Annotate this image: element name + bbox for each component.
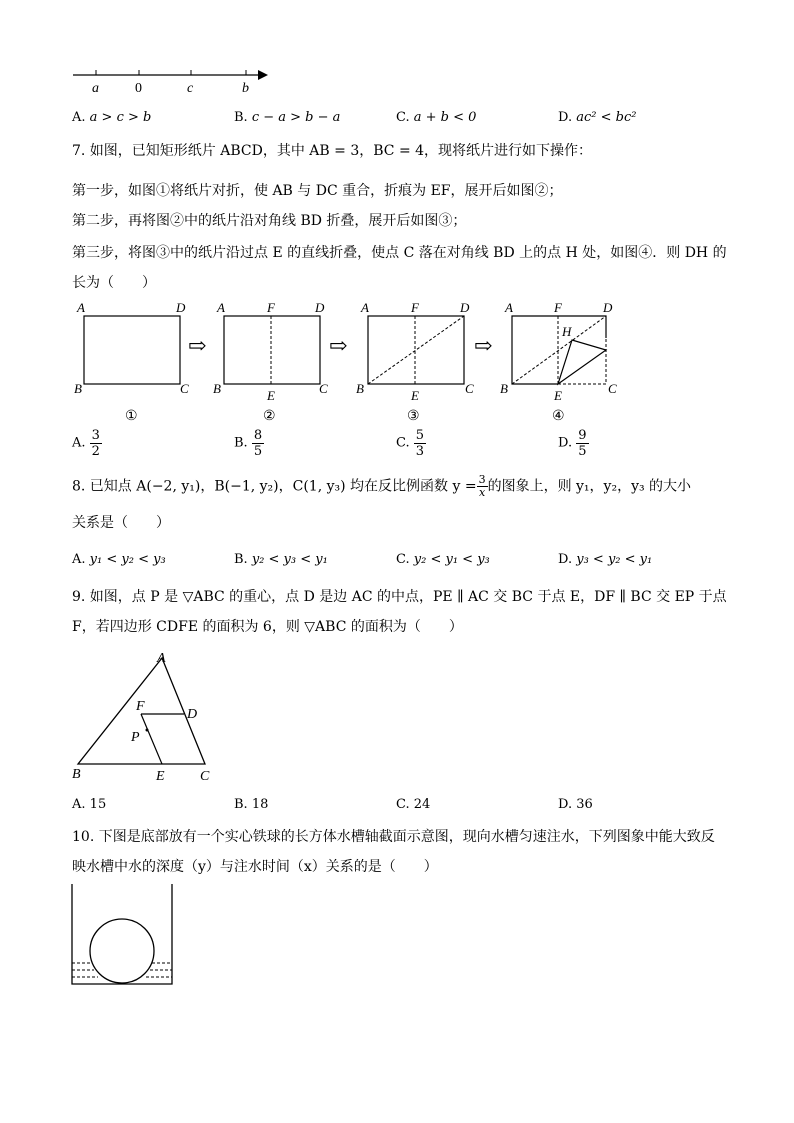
q6-option-b[interactable]: B. c − a > b − a (234, 110, 341, 125)
figure-number-1: ① (125, 409, 138, 424)
label-c: C (200, 769, 210, 784)
q8-option-d[interactable]: D. y₃ < y₂ < y₁ (558, 552, 653, 567)
fraction-3-over-x: $\frac{3}{x}$ (478, 473, 486, 499)
fraction: $\frac{8}{5}$ (253, 428, 263, 459)
q10-stem: 10. 下图是底部放有一个实心铁球的长方体水槽轴截面示意图，现向水槽匀速注水，下列图象中能大致反 (72, 829, 715, 845)
q6-option-a[interactable]: A. a > c > b (72, 110, 152, 125)
label-e: E (267, 388, 275, 403)
label-c: C (608, 381, 617, 396)
label-b: B (500, 381, 508, 396)
q10-water-tank-figure (68, 882, 180, 990)
number-line-label-c: c (187, 81, 194, 96)
label-f: F (267, 300, 275, 315)
label-a: A (157, 651, 166, 666)
label-f: F (136, 699, 145, 714)
q7-stem: 7. 如图，已知矩形纸片 ABCD，其中 AB = 3，BC = 4，现将纸片进行如下操作： (72, 143, 593, 159)
figure-number-2: ② (263, 409, 276, 424)
figure-number-4: ④ (552, 409, 565, 424)
q7-figure-1 (74, 300, 189, 424)
label-e: E (411, 388, 419, 403)
label-d: D (603, 300, 613, 315)
q7-figure-2 (213, 300, 328, 424)
label-d: D (315, 300, 325, 315)
arrow-3-icon: ⇨ (474, 333, 493, 358)
label-b: B (74, 381, 82, 396)
number-line-label-a: a (92, 81, 99, 96)
label-b: B (356, 381, 364, 396)
q8-option-b[interactable]: B. y₂ < y₃ < y₁ (234, 552, 328, 567)
segment-fe (141, 714, 162, 764)
label-a: A (505, 300, 513, 315)
diagonal-bd (512, 316, 606, 384)
label-e: E (156, 769, 165, 784)
label-h: H (562, 324, 572, 339)
label-f: F (411, 300, 419, 315)
label-b: B (213, 381, 221, 396)
label-c: C (180, 381, 189, 396)
q8-option-c[interactable]: C. y₂ < y₁ < y₃ (396, 552, 490, 567)
label-a: A (217, 300, 225, 315)
rectangle-abcd (224, 316, 320, 384)
q7-step3: 第三步，将图③中的纸片沿过点 E 的直线折叠，使点 C 落在对角线 BD 上的点 H 处，如图④．则 DH 的 (72, 245, 727, 261)
iron-ball (90, 919, 154, 983)
fraction: $\frac{5}{3}$ (415, 428, 425, 459)
label-d: D (176, 300, 186, 315)
label-e: E (554, 388, 562, 403)
q6-option-c[interactable]: C. a + b < 0 (396, 110, 477, 125)
q7-figure-3 (356, 300, 474, 424)
q9-stem-cont: F，若四边形 CDFE 的面积为 6，则 ▽ABC 的面积为（ ） (72, 619, 463, 635)
diagonal-bd (368, 316, 464, 384)
q7-option-a[interactable]: A. $\frac{3}{2}$ (72, 428, 100, 459)
label-c: C (465, 381, 474, 396)
q9-stem: 9. 如图，点 P 是 ▽ABC 的重心，点 D 是边 AC 的中点，PE ∥ AC 交 BC 于点 E，DF ∥ BC 交 EP 于点 (72, 589, 727, 605)
q8-stem: 8. 已知点 A(−2, y₁)，B(−1, y₂)，C(1, y₃) 均在反比例函数 y = $\frac{3}{x}$ 的图象上，则 y₁，y₂，y₃ 的大小 (72, 473, 692, 499)
q9-option-d[interactable]: D. 36 (558, 797, 593, 812)
q6-option-d[interactable]: D. ac² < bc² (558, 110, 637, 125)
folded-triangle (558, 340, 606, 384)
number-line-label-b: b (242, 81, 249, 96)
q8-option-a[interactable]: A. y₁ < y₂ < y₃ (72, 552, 166, 567)
q7-folding-figures (70, 298, 630, 426)
label-b: B (72, 767, 81, 782)
label-d: D (187, 707, 198, 722)
fraction: $\frac{3}{2}$ (91, 428, 100, 459)
fraction: $\frac{9}{5}$ (578, 428, 587, 459)
label-c: C (319, 381, 328, 396)
q9-triangle-figure (68, 646, 228, 786)
number-line-label-0: 0 (135, 81, 142, 96)
number-line-arrow (258, 70, 268, 80)
q7-option-b[interactable]: B. $\frac{8}{5}$ (234, 428, 263, 459)
q7-option-c[interactable]: C. $\frac{5}{3}$ (396, 428, 425, 459)
q8-stem-cont: 关系是（ ） (72, 515, 170, 531)
q9-option-a[interactable]: A. 15 (72, 797, 107, 812)
q7-step3-cont: 长为（ ） (72, 275, 156, 291)
centroid-p (146, 729, 149, 732)
label-p: P (131, 730, 140, 745)
rectangle-abcd (84, 316, 180, 384)
q7-step1: 第一步，如图①将纸片对折，使 AB 与 DC 重合，折痕为 EF，展开后如图②； (72, 183, 563, 199)
number-line-figure (70, 64, 280, 96)
label-a: A (361, 300, 369, 315)
label-d: D (460, 300, 470, 315)
figure-number-3: ③ (407, 409, 420, 424)
arrow-1-icon: ⇨ (188, 333, 207, 358)
q10-stem-cont: 映水槽中水的深度（y）与注水时间（x）关系的是（ ） (72, 859, 438, 875)
q9-option-c[interactable]: C. 24 (396, 797, 431, 812)
q7-step2: 第二步，再将图②中的纸片沿对角线 BD 折叠，展开后如图③； (72, 213, 467, 229)
label-a: A (77, 300, 85, 315)
arrow-2-icon: ⇨ (329, 333, 348, 358)
q7-option-d[interactable]: D. $\frac{9}{5}$ (558, 428, 587, 459)
q7-figure-4 (500, 300, 617, 424)
q9-option-b[interactable]: B. 18 (234, 797, 269, 812)
label-f: F (554, 300, 562, 315)
